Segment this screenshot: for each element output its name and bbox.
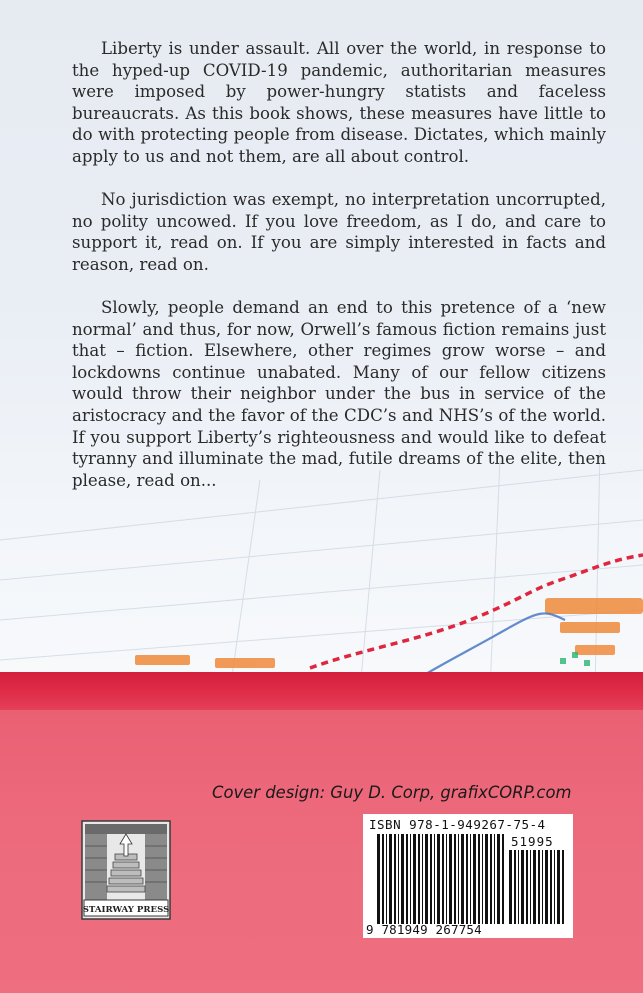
- barcode-bars-main: [377, 834, 505, 924]
- barcode-digits: 9 781949 267754: [366, 922, 482, 937]
- price-code: 51995: [511, 834, 554, 849]
- blurb-paragraph-2: No jurisdiction was exempt, no interpretation uncorrupted, no polity uncowed. If you love freedom, as I do, and care to support it, read on. If you are simply interested in facts and reason, read on.: [72, 190, 606, 274]
- cover-design-credit: Cover design: Guy D. Corp, grafixCORP.com: [212, 783, 572, 802]
- isbn-barcode: [363, 814, 573, 938]
- blurb-paragraph-3: Slowly, people demand an end to this pretence of a ‘new normal’ and thus, for now, Orwell’s famous fiction remains just that – fiction. Elsewhere, other regimes grow worse – and lockdowns continue unabated. Many of our fellow citizens would throw their neighbor under the bus in service of the aristocracy and the favor of the CDC’s and NHS’s of the world. If you support Liberty’s righteousness and would like to defeat tyranny and illuminate the mad, futile dreams of the elite, then please, read on...: [72, 297, 606, 490]
- blurb-paragraph-1: Liberty is under assault. All over the world, in response to the hyped-up COVID-19 pandemic, authoritarian measures were imposed by power-hungry statists and faceless bureaucrats. As this book shows, these measures have little to do with protecting people from disease. Dictates, which mainly apply to us and not them, are all about control.: [72, 39, 606, 166]
- back-cover-blurb: [72, 38, 606, 513]
- barcode-bars-addon: [509, 850, 567, 924]
- publisher-logo-text: STAIRWAY PRESS: [82, 905, 170, 915]
- stairway-arch-icon: [81, 820, 171, 920]
- red-band: [0, 672, 643, 710]
- isbn-label: ISBN 978-1-949267-75-4: [369, 817, 546, 832]
